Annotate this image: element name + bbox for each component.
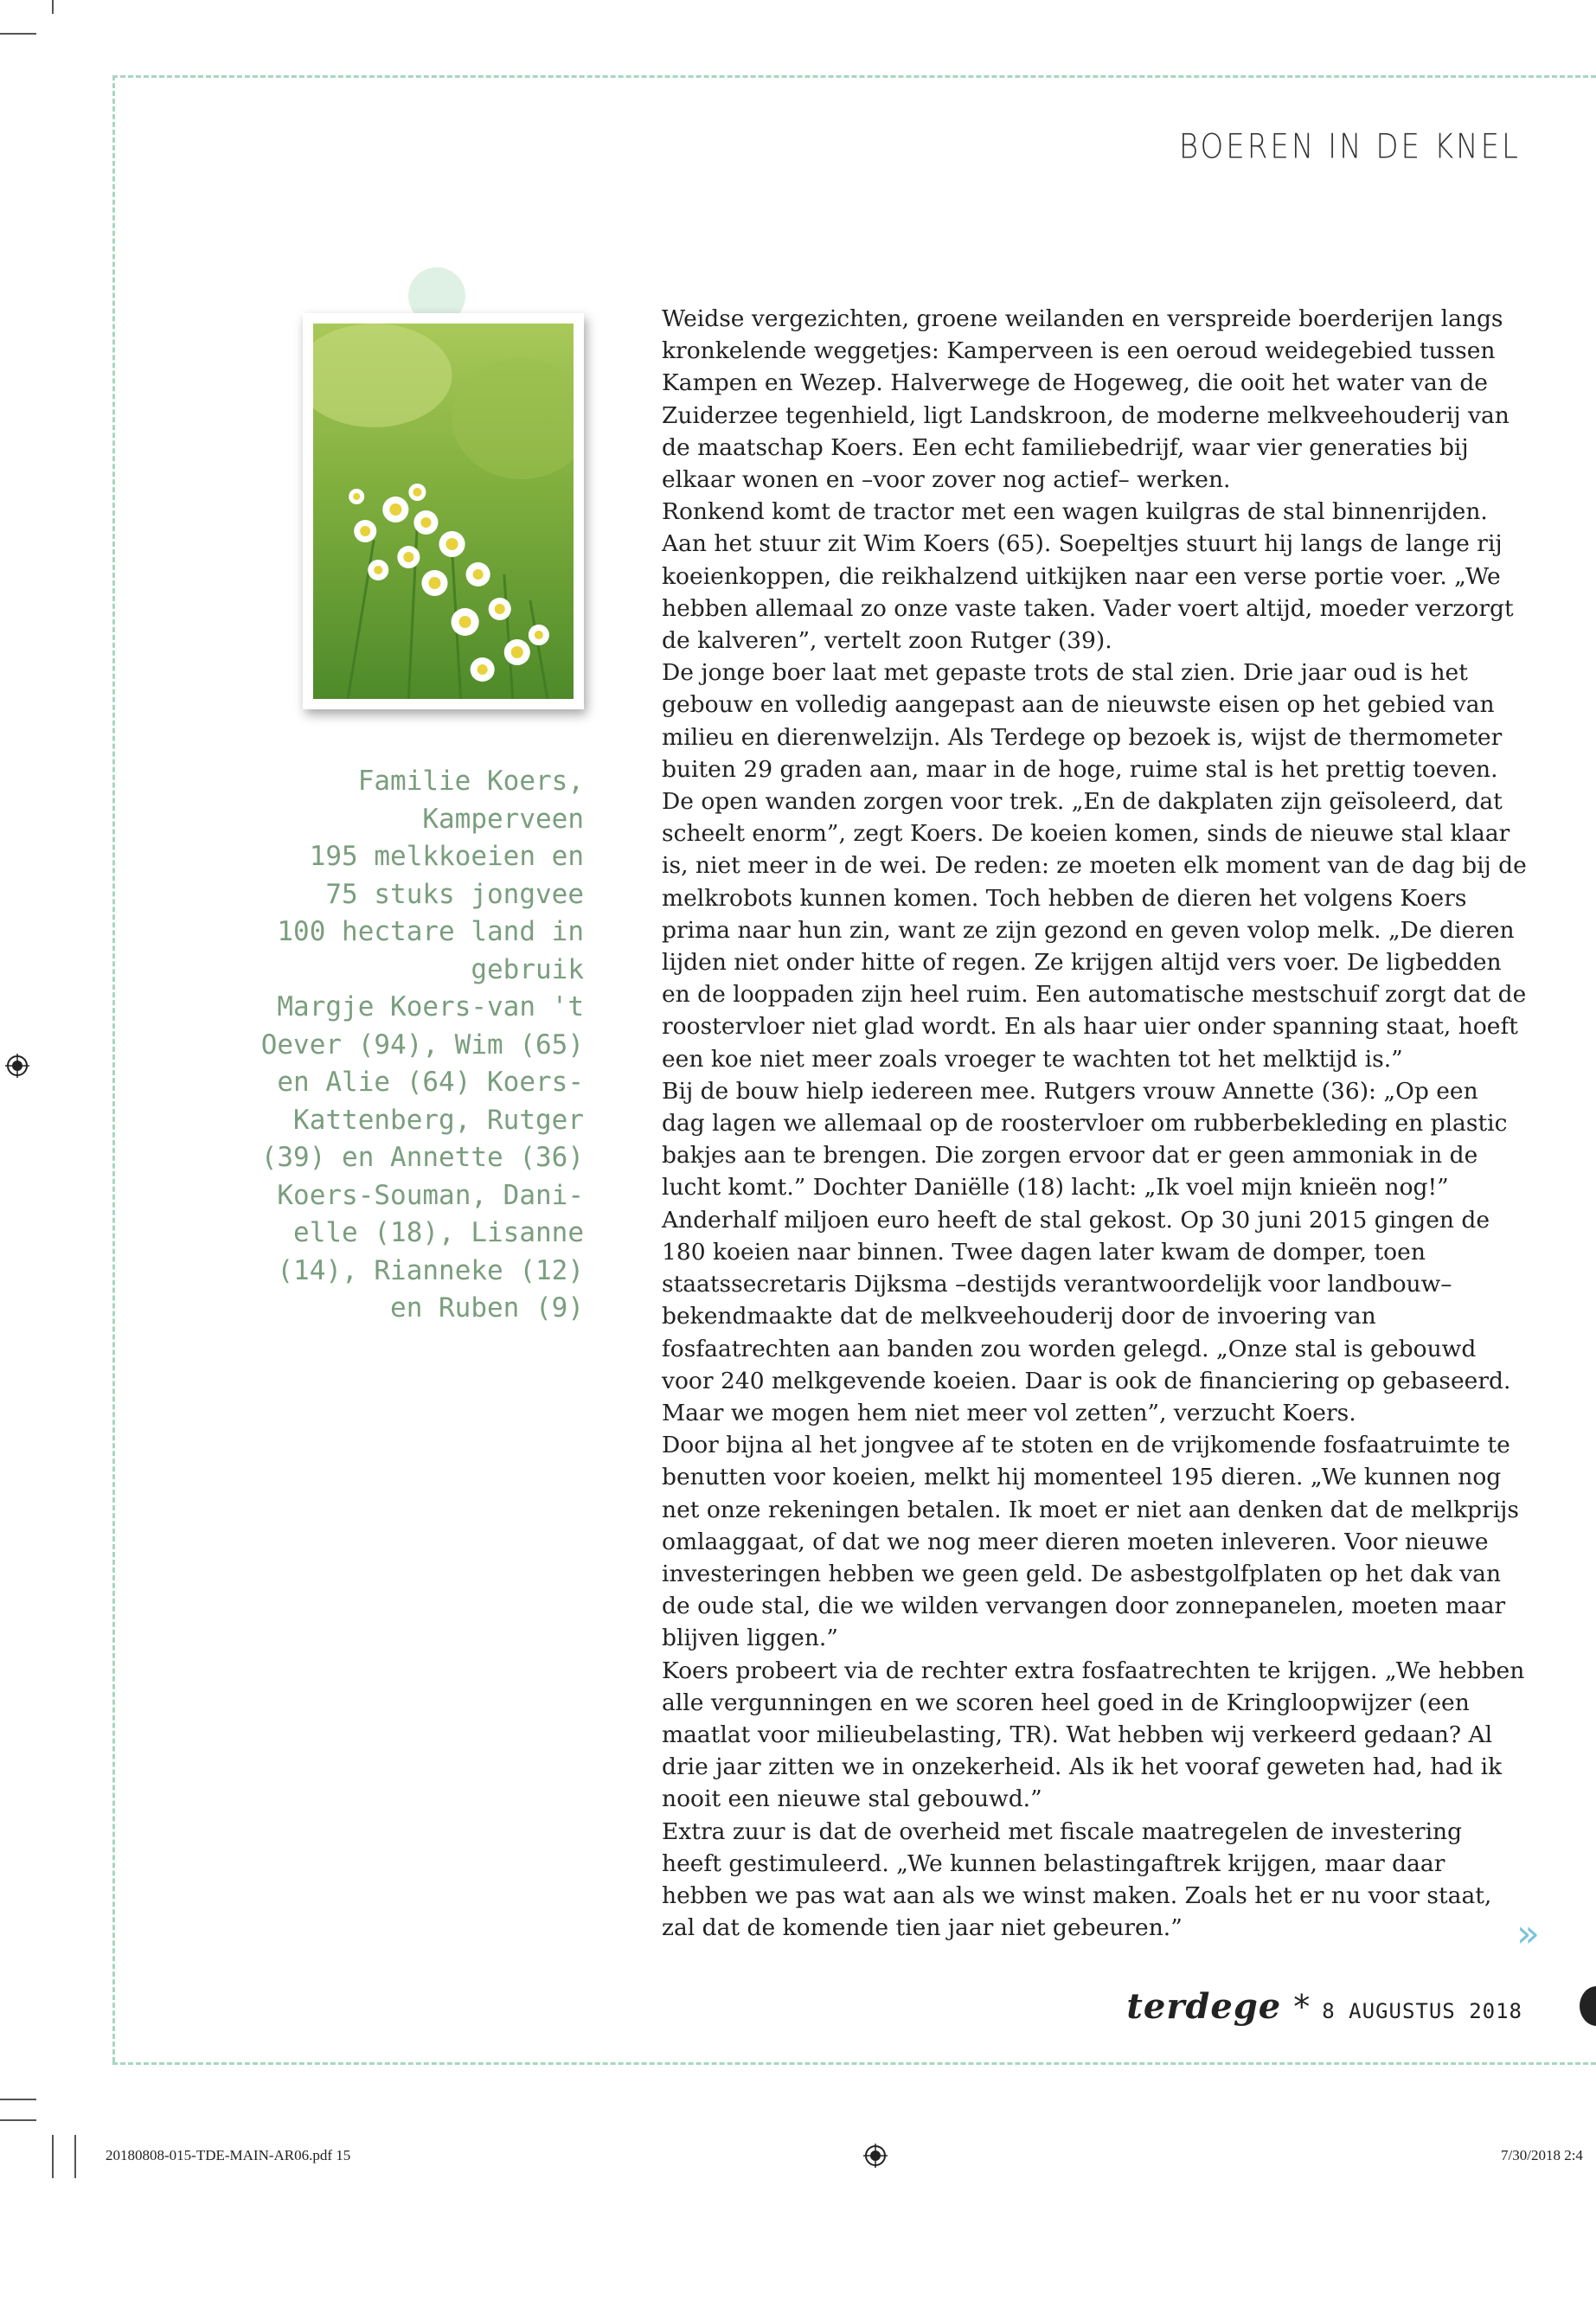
- article-paragraph: Koers probeert via de rechter extra fosfaatrechten te krijgen. „We hebben alle vergunningen en we scoren heel goed in de Kringloopwijzer (een maatlat voor milieubelasting, TR). Wat hebben wij verkeerd gedaan? Al drie jaar zitten we in onzekerheid. Als ik het vooraf geweten had, had ik nooit een nieuwe stal gebouwd.”: [662, 1657, 1525, 1813]
- article-paragraph: Anderhalf miljoen euro heeft de stal gekost. Op 30 juni 2015 gingen de 180 koeien naar binnen. Twee dagen later kwam de domper, toen staatssecretaris Dijksma –destijds verantwoordelijk voor landbouw– bekendmaakte dat de melkveehouderij door de invoering van fosfaatrechten aan banden zou worden gelegd. „Onze stal is gebouwd voor 240 melkgevende koeien. Daar is ook de financiering op gebaseerd. Maar we mogen hem niet meer vol zetten”, verzucht Koers.: [662, 1206, 1511, 1426]
- issue-date: 8 AUGUSTUS 2018: [1322, 1999, 1522, 2023]
- magazine-brand: terdege: [1126, 1986, 1282, 2027]
- caption-line: Koers-Souman, Dani-: [277, 1179, 584, 1211]
- caption-line: gebruik: [471, 953, 584, 985]
- camomile-image: [313, 324, 574, 699]
- crop-mark: [0, 33, 36, 35]
- article-paragraph: De jonge boer laat met gepaste trots de stal zien. Drie jaar oud is het gebouw en volledig aangepast aan de nieuwste eisen op het gebied van milieu en dierenwelzijn. Als Terdege op bezoek is, wijst de thermometer buiten 29 graden aan, maar in de hoge, ruime stal is het prettig toeven. De open wanden zorgen voor trek. „En de dakplaten zijn geïsoleerd, dat scheelt enorm”, zegt Koers. De koeien komen, sinds de nieuwe stal klaar is, niet meer in de wei. De reden: ze moeten elk moment van de dag bij de melkrobots kunnen komen. Toch hebben de dieren het volgens Koers prima naar hun zin, want ze zijn gezond en geven volop melk. „De dieren lijden niet onder hitte of regen. Ze krijgen altijd vers voer. De ligbedden en de looppaden zijn heel ruim. Een automatische mestschuif zorgt dat de roostervloer niet glad wordt. En als haar uier onder spanning staat, hoeft een koe niet meer zoals vroeger te wachten tot het melktijd is.”: [662, 659, 1527, 1073]
- print-slug-timestamp: 7/30/2018 2:4: [1501, 2147, 1583, 2163]
- caption-line: en Ruben (9): [390, 1292, 584, 1324]
- caption-line: 195 melkkoeien en: [309, 841, 584, 872]
- registration-mark-icon: [5, 1054, 29, 1078]
- caption-line: (14), Rianneke (12): [277, 1254, 584, 1286]
- camomile-photo: [303, 313, 584, 709]
- page-number-badge: [1580, 1986, 1596, 2026]
- caption-line: (39) en Annette (36): [260, 1142, 584, 1173]
- section-title: BOEREN IN DE KNEL: [1178, 127, 1521, 167]
- caption-line: Margje Koers-van 't: [277, 991, 584, 1022]
- caption-line: Familie Koers,: [357, 766, 584, 797]
- caption-line: 75 stuks jongvee: [325, 878, 584, 910]
- caption-line: Kamperveen: [422, 803, 584, 835]
- caption-line: en Alie (64) Koers-: [277, 1067, 584, 1098]
- article-paragraph: Door bijna al het jongvee af te stoten en de vrijkomende fosfaatruimte te benutten voor koeien, melkt hij momenteel 195 dieren. „We kunnen nog net onze rekeningen betalen. Ik moet er niet aan denken dat de melkprijs omlaaggaat, of dat we nog meer dieren moeten inleveren. Voor nieuwe investeringen hebben we geen geld. De asbestgolfplaten op het dak van de oude stal, die we wilden vervangen door zonnepanelen, moeten maar blijven liggen.”: [662, 1432, 1519, 1652]
- crop-mark: [52, 0, 54, 14]
- page-footer: [1126, 1986, 1522, 2027]
- caption-line: elle (18), Lisanne: [293, 1217, 584, 1248]
- article-paragraph: Extra zuur is dat de overheid met fiscale maatregelen de investering heeft gestimuleerd. „We kunnen belastingaftrek krijgen, maar daar hebben we pas wat aan als we winst maken. Zoals het er nu voor staat, zal dat de komende tien jaar niet gebeuren.”: [662, 1817, 1492, 1942]
- caption-line: 100 hectare land in: [277, 916, 584, 947]
- registration-mark-icon: [863, 2144, 888, 2168]
- frame-left-border: [112, 75, 115, 2062]
- article-body: [662, 303, 1527, 1944]
- caption-line: Oever (94), Wim (65): [260, 1029, 584, 1061]
- print-slug-filename: 20180808-015-TDE-MAIN-AR06.pdf 15: [106, 2147, 351, 2163]
- family-caption: [234, 763, 584, 1328]
- article-paragraph: Ronkend komt de tractor met een wagen kuilgras de stal binnenrijden. Aan het stuur zit Wim Koers (65). Soepeltjes stuurt hij langs de lange rij koeienkoppen, die reikhalzend uitkijken naar een verse portie voer. „We hebben allemaal zo onze vaste taken. Vader voert altijd, moeder verzorgt de kalveren”, vertelt zoon Rutger (39).: [662, 498, 1514, 655]
- footer-separator: *: [1293, 1988, 1311, 2026]
- crop-mark: [0, 2119, 36, 2121]
- frame-bottom-border: [112, 2062, 1596, 2065]
- crop-mark: [52, 2135, 54, 2178]
- frame-top-border: [112, 75, 1596, 78]
- crop-mark: [74, 2135, 76, 2178]
- article-paragraph: Bij de bouw hielp iedereen mee. Rutgers vrouw Annette (36): „Op een dag lagen we allemaal op de roostervloer om rubberbekleding en plastic bakjes aan te brengen. Die zorgen ervoor dat er geen ammoniak in de lucht komt.” Dochter Daniëlle (18) lacht: „Ik voel mijn knieën nog!”: [662, 1077, 1508, 1202]
- continue-arrow-icon: »: [1516, 1912, 1540, 1956]
- article-paragraph: Weidse vergezichten, groene weilanden en verspreide boerderijen langs kronkelende weggetjes: Kamperveen is een oeroud weidegebied tussen Kampen en Wezep. Halverwege de Hogeweg, die ooit het water van de Zuiderzee tegenhield, ligt Landskroon, de moderne melkveehouderij van de maatschap Koers. Een echt familiebedrijf, waar vier generaties bij elkaar wonen en –voor zover nog actief– werken.: [662, 305, 1509, 494]
- crop-mark: [0, 2099, 36, 2100]
- caption-line: Kattenberg, Rutger: [293, 1104, 584, 1136]
